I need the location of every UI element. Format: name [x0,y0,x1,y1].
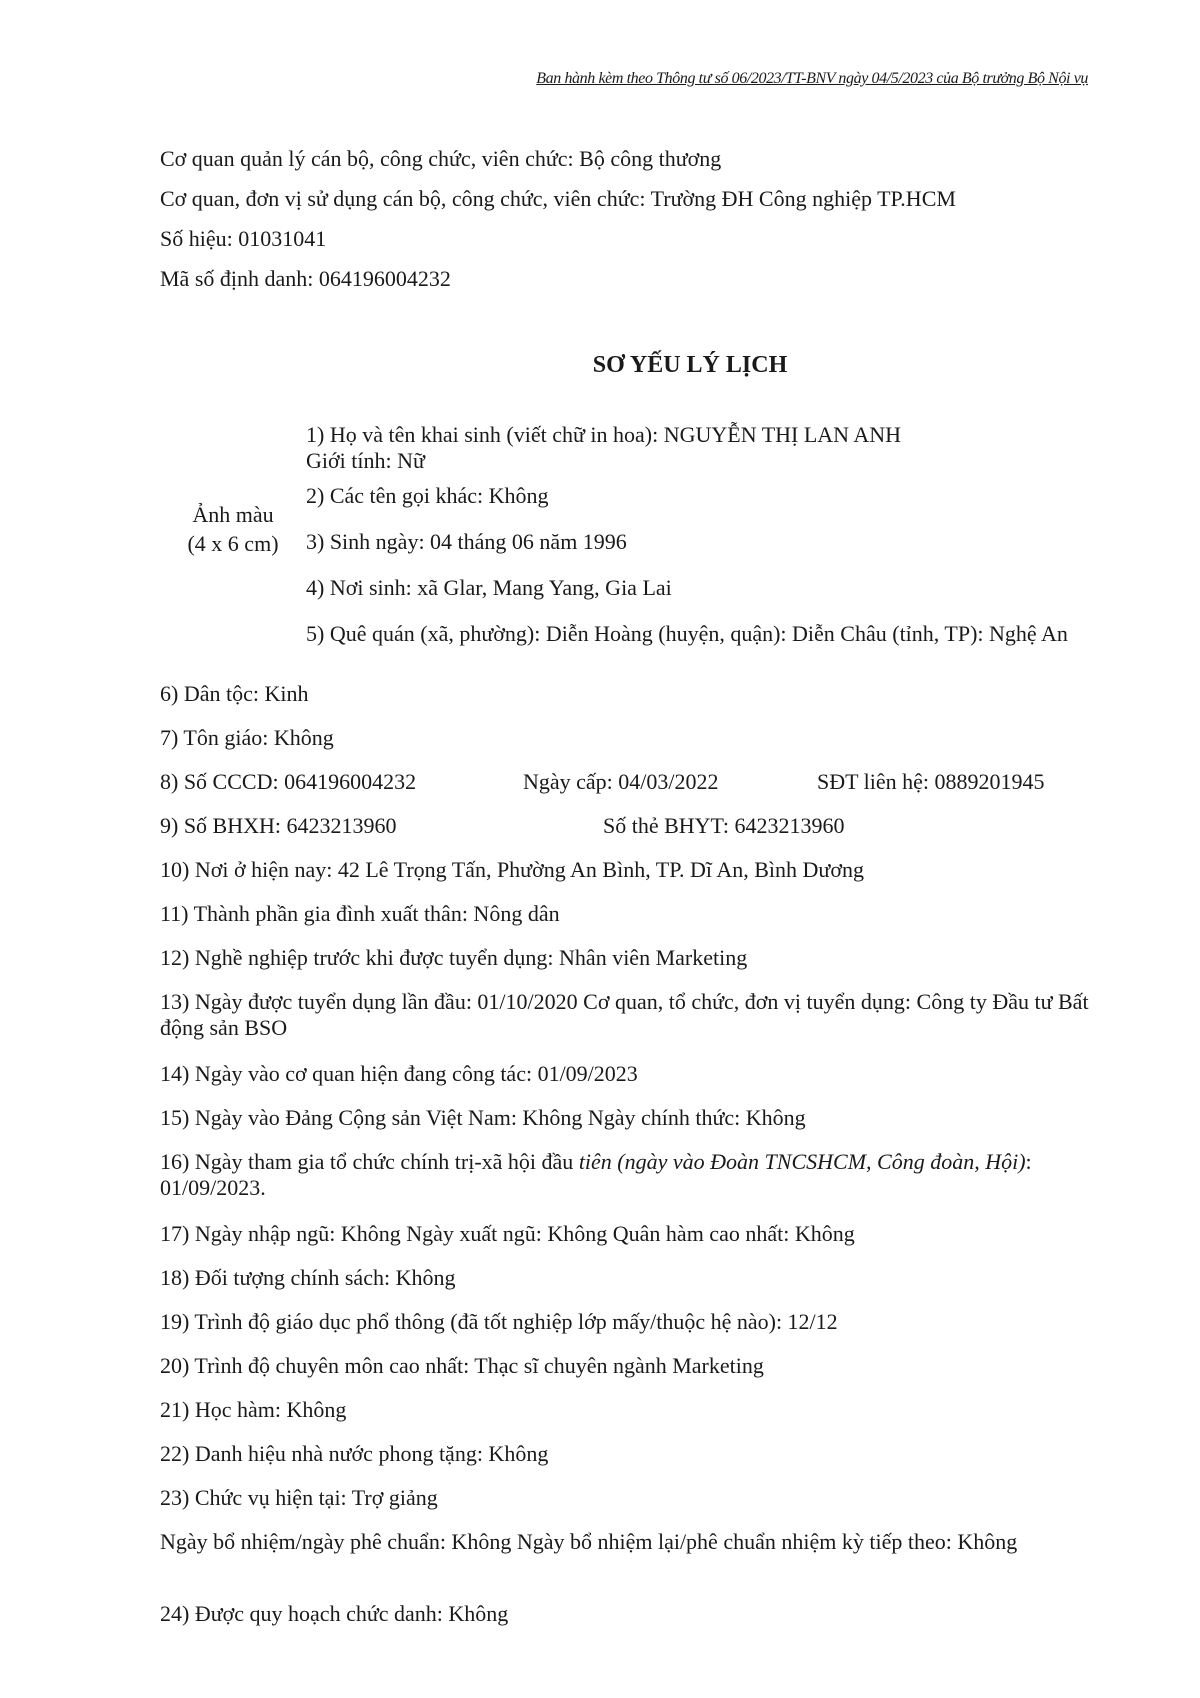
using-unit: Cơ quan, đơn vị sử dụng cán bộ, công chức, viên chức: Trường ĐH Công nghiệp TP.HCM [160,186,956,211]
id-code: Mã số định danh: 064196004232 [160,266,451,291]
field-1-gender: Giới tính: Nữ [306,448,425,473]
page-title: SƠ YẾU LÝ LỊCH [592,352,788,378]
photo-placeholder [168,500,298,558]
field-16 [160,1149,1090,1201]
field-24: 24) Được quy hoạch chức danh: Không [160,1601,509,1626]
field-8-issue-date: Ngày cấp: 04/03/2022 [523,769,719,794]
field-11: 11) Thành phần gia đình xuất thân: Nông dân [160,901,560,926]
field-22: 22) Danh hiệu nhà nước phong tặng: Không [160,1441,549,1466]
managing-agency: Cơ quan quản lý cán bộ, công chức, viên chức: Bộ công thương [160,146,722,171]
field-17: 17) Ngày nhập ngũ: Không Ngày xuất ngũ: Không Quân hàm cao nhất: Không [160,1221,855,1246]
field-21: 21) Học hàm: Không [160,1397,347,1422]
field-16-text: 16) Ngày tham gia tổ chức chính trị-xã hội đầu [160,1149,579,1174]
field-14: 14) Ngày vào cơ quan hiện đang công tác: 01/09/2023 [160,1061,638,1086]
field-4: 4) Nơi sinh: xã Glar, Mang Yang, Gia Lai [306,575,672,600]
field-23-appointment: Ngày bổ nhiệm/ngày phê chuẩn: Không Ngày bổ nhiệm lại/phê chuẩn nhiệm kỳ tiếp theo: Không [160,1529,1018,1554]
photo-label: Ảnh màu [192,502,274,527]
field-2: 2) Các tên gọi khác: Không [306,483,549,508]
field-16-italic: tiên (ngày vào Đoàn TNCSHCM, Công đoàn, Hội) [578,1149,1026,1174]
field-16-date: : 01/09/2023. [160,1149,1032,1200]
field-13: 13) Ngày được tuyển dụng lần đầu: 01/10/2020 Cơ quan, tổ chức, đơn vị tuyển dụng: Công ty Đầu tư Bất động sản BSO [160,989,1089,1040]
field-18: 18) Đối tượng chính sách: Không [160,1265,456,1290]
field-8-cccd: 8) Số CCCD: 064196004232 [160,769,417,794]
field-5: 5) Quê quán (xã, phường): Diễn Hoàng (huyện, quận): Diễn Châu (tỉnh, TP): Nghệ An [306,621,1068,646]
header-note: Ban hành kèm theo Thông tư số 06/2023/TT-BNV ngày 04/5/2023 của Bộ trưởng Bộ Nội vụ [536,70,1088,87]
staff-number: Số hiệu: 01031041 [160,226,327,251]
field-20: 20) Trình độ chuyên môn cao nhất: Thạc sĩ chuyên ngành Marketing [160,1353,764,1378]
field-19: 19) Trình độ giáo dục phổ thông (đã tốt nghiệp lớp mấy/thuộc hệ nào): 12/12 [160,1309,838,1334]
field-9-bhxh: 9) Số BHXH: 6423213960 [160,813,397,838]
field-10: 10) Nơi ở hiện nay: 42 Lê Trọng Tấn, Phường An Bình, TP. Dĩ An, Bình Dương [160,857,864,882]
field-7: 7) Tôn giáo: Không [160,725,334,750]
field-12: 12) Nghề nghiệp trước khi được tuyển dụng: Nhân viên Marketing [160,945,748,970]
field-6: 6) Dân tộc: Kinh [160,681,309,706]
field-1-name: 1) Họ và tên khai sinh (viết chữ in hoa): NGUYỄN THỊ LAN ANH [306,422,902,447]
field-15: 15) Ngày vào Đảng Cộng sản Việt Nam: Không Ngày chính thức: Không [160,1105,806,1130]
field-9-bhyt: Số thẻ BHYT: 6423213960 [603,813,845,838]
photo-size: (4 x 6 cm) [187,531,279,556]
field-23: 23) Chức vụ hiện tại: Trợ giảng [160,1485,438,1510]
field-3: 3) Sinh ngày: 04 tháng 06 năm 1996 [306,529,627,554]
field-8-phone: SĐT liên hệ: 0889201945 [817,769,1045,794]
